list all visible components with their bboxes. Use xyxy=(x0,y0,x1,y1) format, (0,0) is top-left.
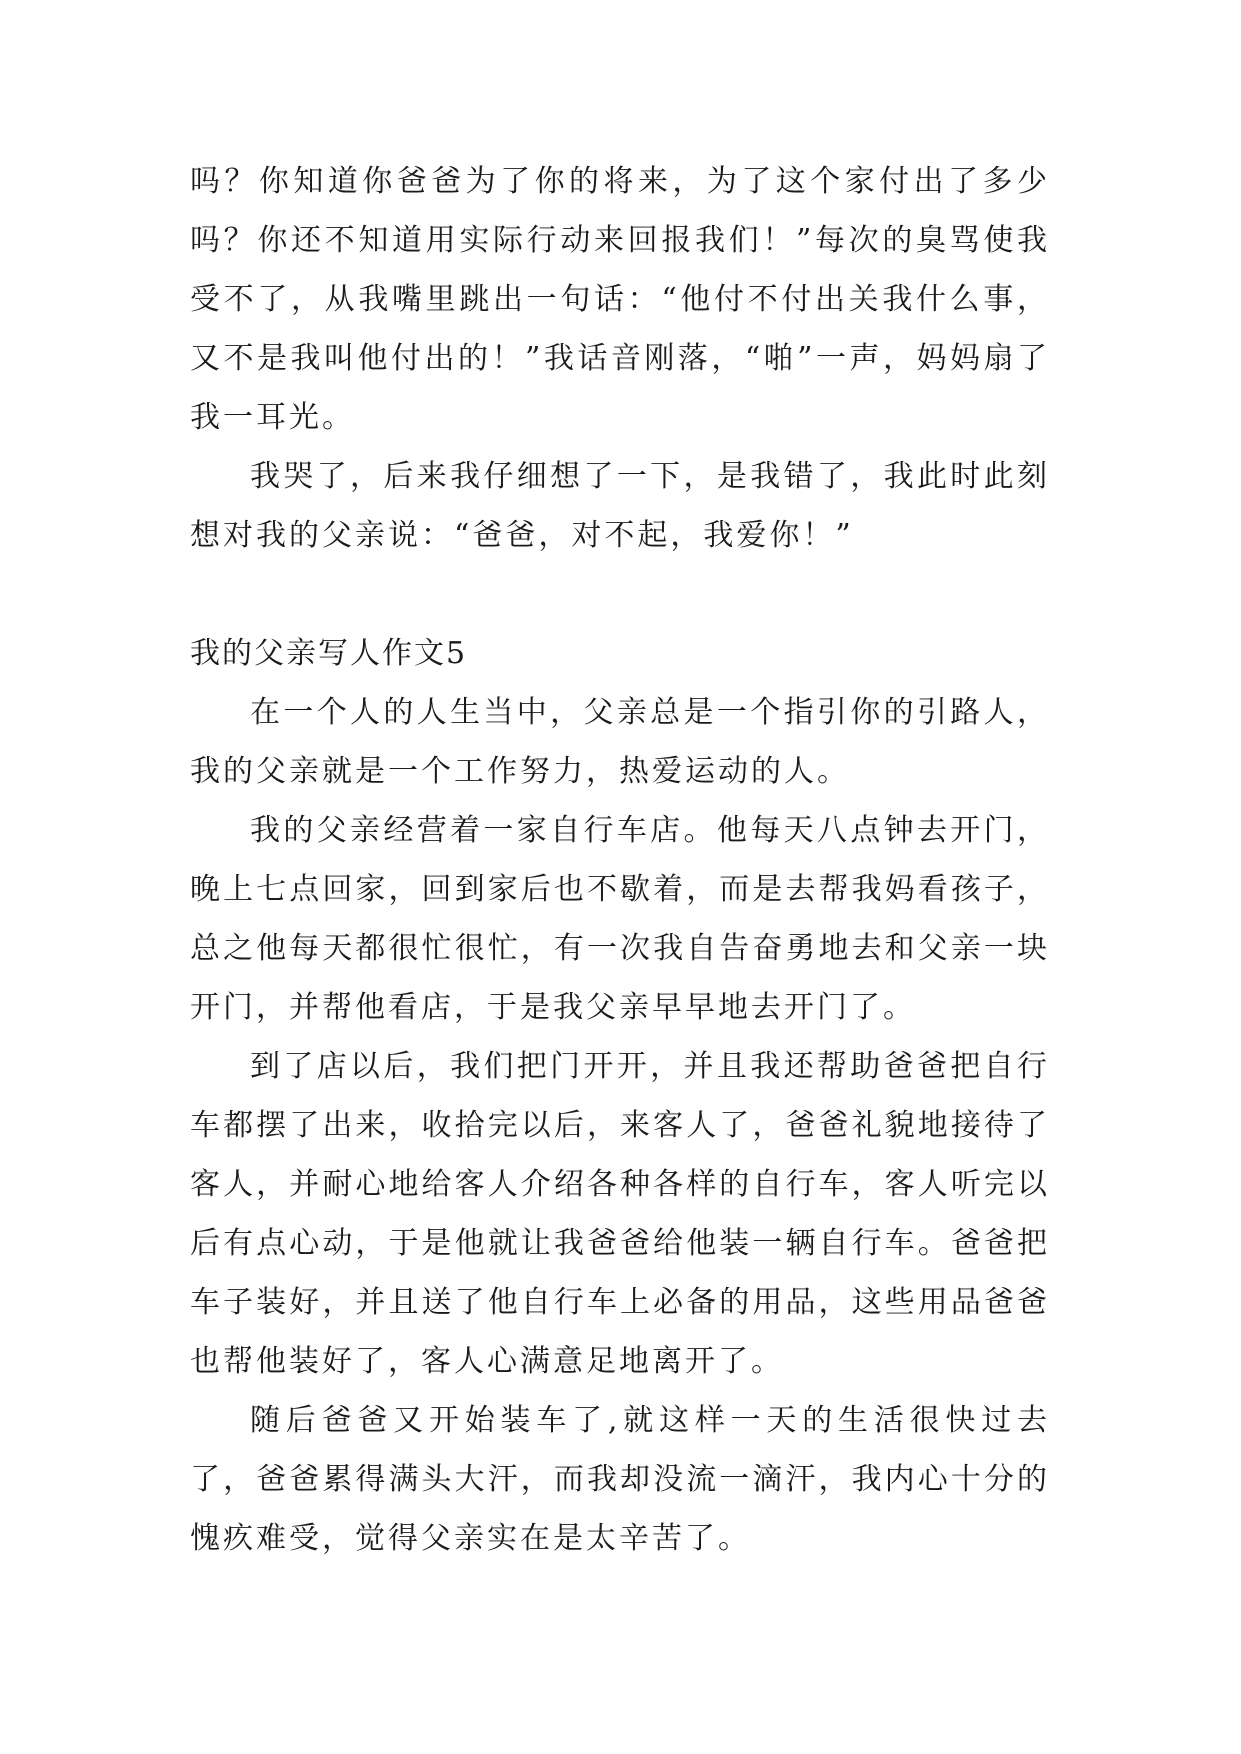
document-body xyxy=(190,152,1050,1568)
paragraph-customer: 到了店以后，我们把门开开，并且我还帮助爸爸把自行车都摆了出来，收拾完以后，来客人了，爸爸礼貌地接待了客人，并耐心地给客人介绍各种各样的自行车，客人听完以后有点心动，于是他就让我爸爸给他装一辆自行车。爸爸把车子装好，并且送了他自行车上必备的用品，这些用品爸爸也帮他装好了，客人心满意足地离开了。 xyxy=(190,1049,1050,1379)
paragraph-continuation: 吗？你知道你爸爸为了你的将来，为了这个家付出了多少吗？你还不知道用实际行动来回报我们！”每次的臭骂使我受不了，从我嘴里跳出一句话：“他付不付出关我什么事，又不是我叫他付出的！”我话音刚落，“啪”一声，妈妈扇了我一耳光。 xyxy=(190,164,1050,435)
essay-heading: 我的父亲写人作文5 xyxy=(190,636,468,671)
paragraph-apology: 我哭了，后来我仔细想了一下，是我错了，我此时此刻想对我的父亲说：“爸爸，对不起，我爱你！” xyxy=(190,459,1050,553)
paragraph-conclusion: 随后爸爸又开始装车了,就这样一天的生活很快过去了，爸爸累得满头大汗，而我却没流一滴汗，我内心十分的愧疚难受，觉得父亲实在是太辛苦了。 xyxy=(190,1403,1050,1556)
paragraph-bike-shop: 我的父亲经营着一家自行车店。他每天八点钟去开门，晚上七点回家，回到家后也不歇着，而是去帮我妈看孩子，总之他每天都很忙很忙，有一次我自告奋勇地去和父亲一块开门，并帮他看店，于是我父亲早早地去开门了。 xyxy=(190,813,1050,1025)
paragraph-intro: 在一个人的人生当中，父亲总是一个指引你的引路人，我的父亲就是一个工作努力，热爱运动的人。 xyxy=(190,695,1050,789)
